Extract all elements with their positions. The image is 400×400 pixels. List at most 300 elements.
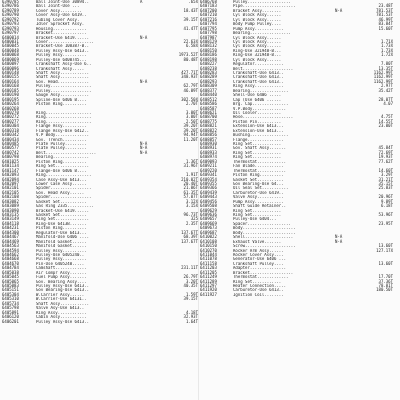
part-price: 11.20T (183, 136, 198, 142)
part-price (349, 293, 393, 297)
part-number: 6400798 (2, 154, 19, 160)
part-price: 14.55T (378, 118, 393, 124)
part-number: 6405083 (2, 283, 19, 288)
part-description: Rocker Cover Assy.... (233, 252, 284, 257)
part-description: Spider................. (36, 186, 92, 191)
part-description: Camshaft............. (36, 266, 87, 271)
part-number: 6400069 (2, 56, 19, 62)
part-description: Spacer.................. (233, 221, 291, 226)
availability-code: N-A (140, 141, 148, 146)
part-price: 19.93T (378, 154, 393, 160)
part-description: Manifold Gasket...... (36, 239, 87, 244)
part-number: 6409669 (200, 220, 217, 226)
part-price: 62.79T (183, 83, 198, 89)
part-number: 6403135 (2, 212, 19, 217)
part-description: Ball Joint-Use 30894.. (36, 0, 89, 4)
part-description: Ring Set.............. (36, 217, 89, 222)
availability-code: N-A (140, 145, 148, 151)
part-number: 6411927 (200, 291, 217, 297)
part-price: 78.81T (378, 283, 393, 288)
part-number: 6404300 (2, 229, 19, 235)
part-description: Crankshaft-Use 6413.. (233, 75, 284, 80)
part-number: 6405304 (2, 291, 19, 297)
part-description: Ring................... (36, 110, 92, 115)
part-description: Gov. Shaft Assy....... (233, 146, 286, 151)
part-price: 1.59T (185, 291, 198, 297)
part-description: Carburetor-Use 6419.. (233, 190, 284, 195)
part-price: 3.15X (185, 203, 198, 209)
part-number: 6408132 (200, 43, 217, 49)
part-description: Cover Assy-Use 6419.. (36, 13, 87, 18)
part-description: Thermostat............. (233, 275, 289, 280)
part-description: Screw..................... (233, 244, 296, 249)
part-price: 3.20T (185, 278, 198, 284)
part-number: 6408440 (200, 92, 217, 98)
part-description: Thermostat............ (233, 159, 286, 164)
part-number: 6390793 (2, 25, 19, 31)
part-number: 6390786 (2, 3, 19, 9)
part-description: Cyl Block Assy...... (233, 17, 282, 22)
part-description: Belt..................... (233, 66, 294, 71)
part-number: 6402094 (2, 176, 19, 182)
part-description: Pulley Assy.......... (36, 248, 87, 253)
part-description: Crankshaft-Use 6413.. (233, 71, 284, 75)
part-number: 6400185 (2, 87, 19, 93)
part-price: 20.96T (378, 194, 393, 200)
part-price: 1.71X (380, 38, 393, 44)
part-price: 6.58X (185, 43, 198, 49)
part-price: 7.80T (380, 61, 393, 67)
part-number: 6409673 (200, 225, 217, 231)
part-price: 137.67T (181, 229, 198, 235)
availability-code: N-A (335, 234, 343, 240)
part-description: Ring................... (36, 119, 92, 124)
part-number: 6400155 (2, 74, 19, 80)
part-price: 46.09T (183, 87, 198, 93)
availability-code: N-A (140, 78, 148, 84)
part-description: Adapter............... (233, 266, 286, 271)
part-price: 40.35T (183, 283, 198, 288)
part-number: 6411203 (200, 265, 217, 271)
part-number: 6400164 (2, 78, 19, 84)
part-description: Case Assy-Use 6413... (36, 177, 87, 182)
part-price: 23.95T (378, 220, 393, 226)
part-description: Bearing................ (233, 88, 289, 93)
part-number: 6408293 (200, 78, 217, 84)
part-price: 1.73X (380, 43, 393, 49)
part-price: 35.15T (378, 180, 393, 186)
part-price: 35.42T (378, 87, 393, 93)
part-description: Body...................... (233, 226, 296, 231)
part-number: 6404467 (2, 234, 19, 240)
part-description: Pipe...................... (233, 4, 296, 9)
part-description: Gov. Head Assy...... (36, 190, 85, 195)
part-number: 6403082 (2, 198, 19, 204)
part-description: Pulley Assy-Use 6413.. (36, 48, 89, 53)
part-price: 17.70T (378, 274, 393, 280)
part-number: 6400264 (2, 101, 19, 107)
part-price: 25.83T (378, 185, 393, 191)
part-number: 6390789 (2, 7, 19, 13)
part-number: 6408775 (200, 118, 217, 124)
part-number: 6408587 (200, 105, 217, 111)
part-number: 6403090 (2, 207, 19, 213)
part-description: Ring Assy............ (233, 84, 284, 89)
part-number: 6400277 (2, 118, 19, 124)
part-number: 6407795 (200, 25, 217, 31)
part-number: 6409093 (200, 158, 217, 164)
part-description: Spline-Use 6406 B.... (36, 97, 87, 102)
part-description: Shaft Assy............ (36, 75, 89, 80)
part-number: 6407798 (200, 30, 217, 36)
part-description: Pulley-Use 6404... (233, 217, 277, 222)
part-description: Crankshaft Pulley.... (233, 261, 284, 266)
part-price: 46.99T (378, 16, 393, 22)
part-price: 72.69T (378, 149, 393, 155)
part-price: 20.40T (183, 180, 198, 186)
part-number: 6411249 (200, 274, 217, 280)
part-price: 80.48T (183, 56, 198, 62)
part-description: Bearing............... (36, 155, 89, 160)
part-number: 6404118 (2, 220, 19, 226)
part-description: Pulley................. (36, 84, 92, 89)
part-description: Ring Set............ (233, 142, 282, 146)
parts-list-row (200, 293, 398, 297)
part-description: Pulley Assy-Use 6413.. (36, 319, 89, 324)
part-number: 6402105 (2, 189, 19, 195)
part-price: 1.91T (185, 172, 198, 178)
part-description: Brg. Cap............... (233, 102, 289, 107)
part-number: 6407183 (200, 3, 217, 9)
part-number: 6411289 (200, 278, 217, 284)
part-description: Shaft Assy............ (36, 301, 89, 306)
part-description: Regulator-Use 6413... (36, 230, 87, 235)
part-number: 6408227 (200, 61, 217, 67)
part-description: Bearing................. (233, 31, 291, 36)
part-price: 1.72X (380, 52, 393, 58)
part-number: 6400045 (2, 43, 19, 49)
part-number: 6400097 (2, 61, 19, 67)
part-description: Ring................... (36, 173, 92, 178)
part-description: Air Compr Assy....... (36, 270, 87, 275)
part-number: 6405734 (2, 300, 19, 306)
part-number: 6400485 (2, 141, 19, 146)
part-number: 6408700 (200, 114, 217, 120)
part-price: 781.53T (376, 12, 393, 18)
part-number: 6411297 (200, 283, 217, 288)
part-price: 2.50T (185, 118, 198, 124)
part-price: 83.84T (378, 21, 393, 27)
part-description: Valve Assy........... (233, 195, 284, 200)
part-description: Gov Bearing-Use 64... (233, 181, 284, 186)
part-description: Ring Set.............. (36, 164, 89, 169)
part-price: 1162.99T (373, 70, 393, 75)
part-description: Ring-Use 321948-B... (233, 53, 282, 58)
part-price: 3.00T (185, 109, 198, 115)
part-number: 6390790 (2, 12, 19, 18)
part-price: 4.18T (185, 309, 198, 315)
part-price: 31.96T (183, 163, 198, 169)
part-price: 39.20T (183, 127, 198, 133)
part-description: Bracket-Use 6419...... (36, 35, 89, 40)
part-number: 6405798 (2, 305, 19, 311)
part-number: 6408377 (200, 87, 217, 93)
part-price: .65X (188, 0, 198, 4)
part-number: 6400048 (2, 47, 19, 53)
part-number: 6408289 (200, 74, 217, 80)
part-description: Ring Set............ (233, 155, 282, 160)
part-number: 6400742 (2, 149, 19, 155)
part-number: 6405065 (2, 278, 19, 284)
part-description: Bracket-Use 6419...... (36, 208, 89, 213)
part-number: 6408283 (200, 70, 217, 75)
part-description: Piston Ring.......... (233, 173, 284, 178)
availability-code (140, 320, 156, 324)
part-price: 180.50T (376, 287, 393, 293)
part-price: 94.94T (183, 132, 198, 138)
part-number: 6408857 (200, 136, 217, 142)
part-number: 6408512 (200, 96, 217, 102)
part-number: 6410022 (200, 234, 217, 240)
part-number: 6404469 (2, 238, 19, 244)
part-price: 39.20T (183, 123, 198, 129)
part-price: 4.75T (380, 114, 393, 120)
part-description: Fuel Pump Assy....... (36, 275, 87, 280)
part-description: Crankshaft-Use 6413.. (233, 79, 284, 84)
part-description: Regulator............ (233, 62, 284, 67)
part-number: 6410150 (200, 243, 217, 249)
part-number: 6404231 (2, 225, 19, 231)
part-number: 6406201 (2, 318, 19, 324)
part-price: 210.02T (181, 176, 198, 182)
part-description: Oil Seal Set........... (233, 186, 289, 191)
part-price: 39.15T (183, 16, 198, 22)
part-description: Ignition Coil........ (233, 292, 284, 297)
part-number: 6390792 (2, 16, 19, 22)
availability-code: A (140, 0, 143, 4)
part-number: 6407987 (200, 34, 217, 40)
part-description: Shell.................... (233, 235, 294, 240)
part-description: W.Carrier-Use 64131.. (36, 297, 87, 302)
part-number: 6409439 (200, 189, 217, 195)
part-number: 6411044 (200, 251, 217, 257)
part-description: Cyl Block Assy...... (233, 13, 282, 18)
part-number: 6404594 (2, 247, 19, 253)
part-description: Cabin Assy........... (36, 315, 87, 320)
part-description: Extension-Use 6413... (233, 124, 284, 129)
part-price: 22.63X (183, 38, 198, 44)
part-number: 6409657 (200, 216, 217, 222)
part-description: Ring................... (36, 115, 92, 120)
part-number: 6401025 (2, 158, 19, 164)
part-number: 6400068 (2, 52, 19, 58)
part-description: Pulley-Use 6405240.. (36, 252, 85, 257)
part-description: Hose..................... (233, 115, 294, 120)
part-description: Manifold Gasket...... (36, 244, 87, 249)
part-price: 41.47T (183, 25, 198, 31)
part-description: Shaft Assy............ (36, 71, 89, 75)
parts-list-right-column (200, 0, 398, 400)
part-description: Gas Ring 2335........... (36, 204, 94, 209)
part-price: 231.11T (181, 265, 198, 271)
part-description: Flange-Use 6406 B.... (36, 168, 87, 173)
part-description: Piston Pin.......... (233, 119, 282, 124)
availability-code: N-A (140, 149, 148, 155)
part-price: 781.53T (376, 7, 393, 13)
part-number: 6405891 (2, 309, 19, 315)
part-price: 3.00T (185, 114, 198, 120)
part-description: Valve Asy-Use 6413.. (36, 306, 85, 311)
part-number: 6407216 (200, 16, 217, 22)
part-description: Plate Pulley......... (36, 146, 87, 151)
part-description: V.P Body.............. (36, 133, 89, 138)
part-description: Generator-Use 6406 ... (233, 257, 286, 262)
part-price: 2.35T (185, 220, 198, 226)
part-description: Tubing Cover Assy. (36, 17, 80, 22)
part-price: 14.60T (378, 167, 393, 173)
part-price: 3.29T (380, 172, 393, 178)
part-description: Piston Ring.......... (36, 159, 87, 164)
part-description: Cover Assy......... (36, 8, 82, 13)
part-description: Spider................. (36, 195, 92, 200)
part-description: Oil Cooler.......... (233, 110, 282, 115)
part-price: 13.60T (378, 260, 393, 266)
part-number: 6404784 (2, 265, 19, 271)
part-description: Manifold-Use 6406 .... (36, 235, 89, 240)
part-number: 6408974 (200, 154, 217, 160)
parts-list-row (2, 320, 200, 324)
part-description: Gauge Assy............ (36, 93, 89, 98)
part-number: 6409687 (200, 229, 217, 235)
part-description: Shell-Use 6406 ..... (233, 93, 282, 98)
part-number: 6409443 (200, 194, 217, 200)
part-number: 6407210 (200, 12, 217, 18)
part-price: 1.73X (380, 47, 393, 53)
part-number: 6400577 (2, 145, 19, 151)
part-number: 6404662 (2, 251, 19, 257)
part-description: Cyl Block Assy...... (233, 44, 282, 49)
part-number: 6402101 (2, 185, 19, 191)
part-description: Crankshaft Assy-Use 6.. (36, 62, 92, 67)
part-number: 6400190 (2, 92, 19, 98)
part-description: Pulley Assy.......... (36, 53, 87, 58)
part-description: Gasket Set........... (233, 177, 284, 182)
part-price: 427.71T (181, 70, 198, 75)
part-description: Crankshaft Assy..... (36, 66, 85, 71)
part-description: Gov. Head............. (36, 79, 89, 84)
part-description: Lower Case Assy...... (36, 181, 87, 186)
part-description: Cap (Use 6406 ...... (233, 97, 282, 102)
part-description: Bracket Assy........ (233, 8, 282, 13)
availability-code (335, 293, 349, 297)
part-price: 3.12X (185, 198, 198, 204)
part-description: W.Carrier Assy...... (36, 292, 85, 297)
part-description: Bushing................ (233, 133, 289, 138)
part-description: Belt..................... (36, 150, 97, 155)
part-number: 6400270 (2, 109, 19, 115)
part-description: Body Pump Pulley.... (233, 22, 282, 27)
part-number: 6411078 (200, 256, 217, 262)
part-price: 23.48T (378, 3, 393, 9)
part-description: Piston Ring.......... (36, 226, 87, 231)
part-description: Gov. Trench.......... (36, 137, 87, 142)
part-price: 37.36T (378, 278, 393, 284)
part-description: Carburetor-Use 6413.. (233, 288, 284, 293)
part-number: 6400195 (2, 96, 19, 102)
part-description: Plate Pulley......... (36, 142, 87, 146)
part-price: 6.18T (380, 203, 393, 209)
part-description: Bracket.................. (233, 270, 294, 275)
part-number: 6407794 (200, 21, 217, 27)
part-number: 6404563 (2, 243, 19, 249)
part-price: 77.62T (378, 158, 393, 164)
part-description: Pump Assy............ (233, 199, 284, 204)
part-number: 6408822 (200, 127, 217, 133)
part-number: 6401134 (2, 163, 19, 169)
part-description: Housing.............. (36, 26, 87, 31)
part-number: 6408586 (200, 101, 217, 107)
part-number: 6402097 (2, 180, 19, 186)
part-number: 6408821 (200, 123, 217, 129)
part-description: Pulley-Use 6400745... (36, 57, 87, 62)
part-description: Flange Assy.......... (36, 124, 87, 129)
part-number: 6400014 (2, 34, 19, 40)
part-number: 6409629 (200, 207, 217, 213)
part-number: 6408933 (200, 149, 217, 155)
part-number: 6405045 (2, 274, 19, 280)
part-number: 6405151 (2, 287, 19, 293)
part-description: Gov. Bearing Assy.... (36, 279, 87, 284)
part-description: Cyl Block Assy...... (233, 57, 282, 62)
part-number: 6400268 (2, 105, 19, 111)
part-price: 1.36T (185, 158, 198, 164)
availability-code: N-A (335, 7, 343, 13)
part-price: 21.06T (183, 185, 198, 191)
part-number: 6408931 (200, 145, 217, 151)
part-price: 1162.99T (373, 74, 393, 80)
part-number: 6408621 (200, 109, 217, 115)
part-price: 302.50X (181, 96, 198, 102)
part-number: 6408150 (200, 47, 217, 53)
column-divider (198, 0, 199, 400)
part-description: Ring Assy............ (36, 310, 87, 315)
part-price: 1162.99T (373, 78, 393, 84)
part-number: 6411920 (200, 287, 217, 293)
part-number: 6410108 (200, 238, 217, 244)
part-description: Pulley.................. (233, 0, 291, 4)
part-description: Ring Set............ (233, 279, 282, 284)
part-price: 31.21T (378, 176, 393, 182)
part-number: 6408238 (200, 65, 217, 71)
part-price: 18.43T (183, 7, 198, 13)
availability-code: N-A (140, 34, 148, 40)
part-number: 6403149 (2, 216, 19, 222)
part-description: Cyl Block Assy...... (233, 35, 282, 40)
availability-code: N-A (335, 238, 343, 244)
part-price: 57.07T (183, 194, 198, 200)
part-price: 13.60T (378, 243, 393, 249)
part-price: 61.35T (183, 189, 198, 195)
part-number: 6409341 (200, 172, 217, 178)
part-price: 28.07T (378, 96, 393, 102)
part-number: 6390785 (2, 0, 19, 4)
part-number: 6400096 (2, 65, 19, 71)
part-number: 6400148 (2, 70, 19, 75)
part-number: 6403089 (2, 203, 19, 209)
part-price: 68.39T (183, 234, 198, 240)
part-description: Exhaust Valve....... (233, 239, 282, 244)
part-number: 6400434 (2, 136, 19, 142)
